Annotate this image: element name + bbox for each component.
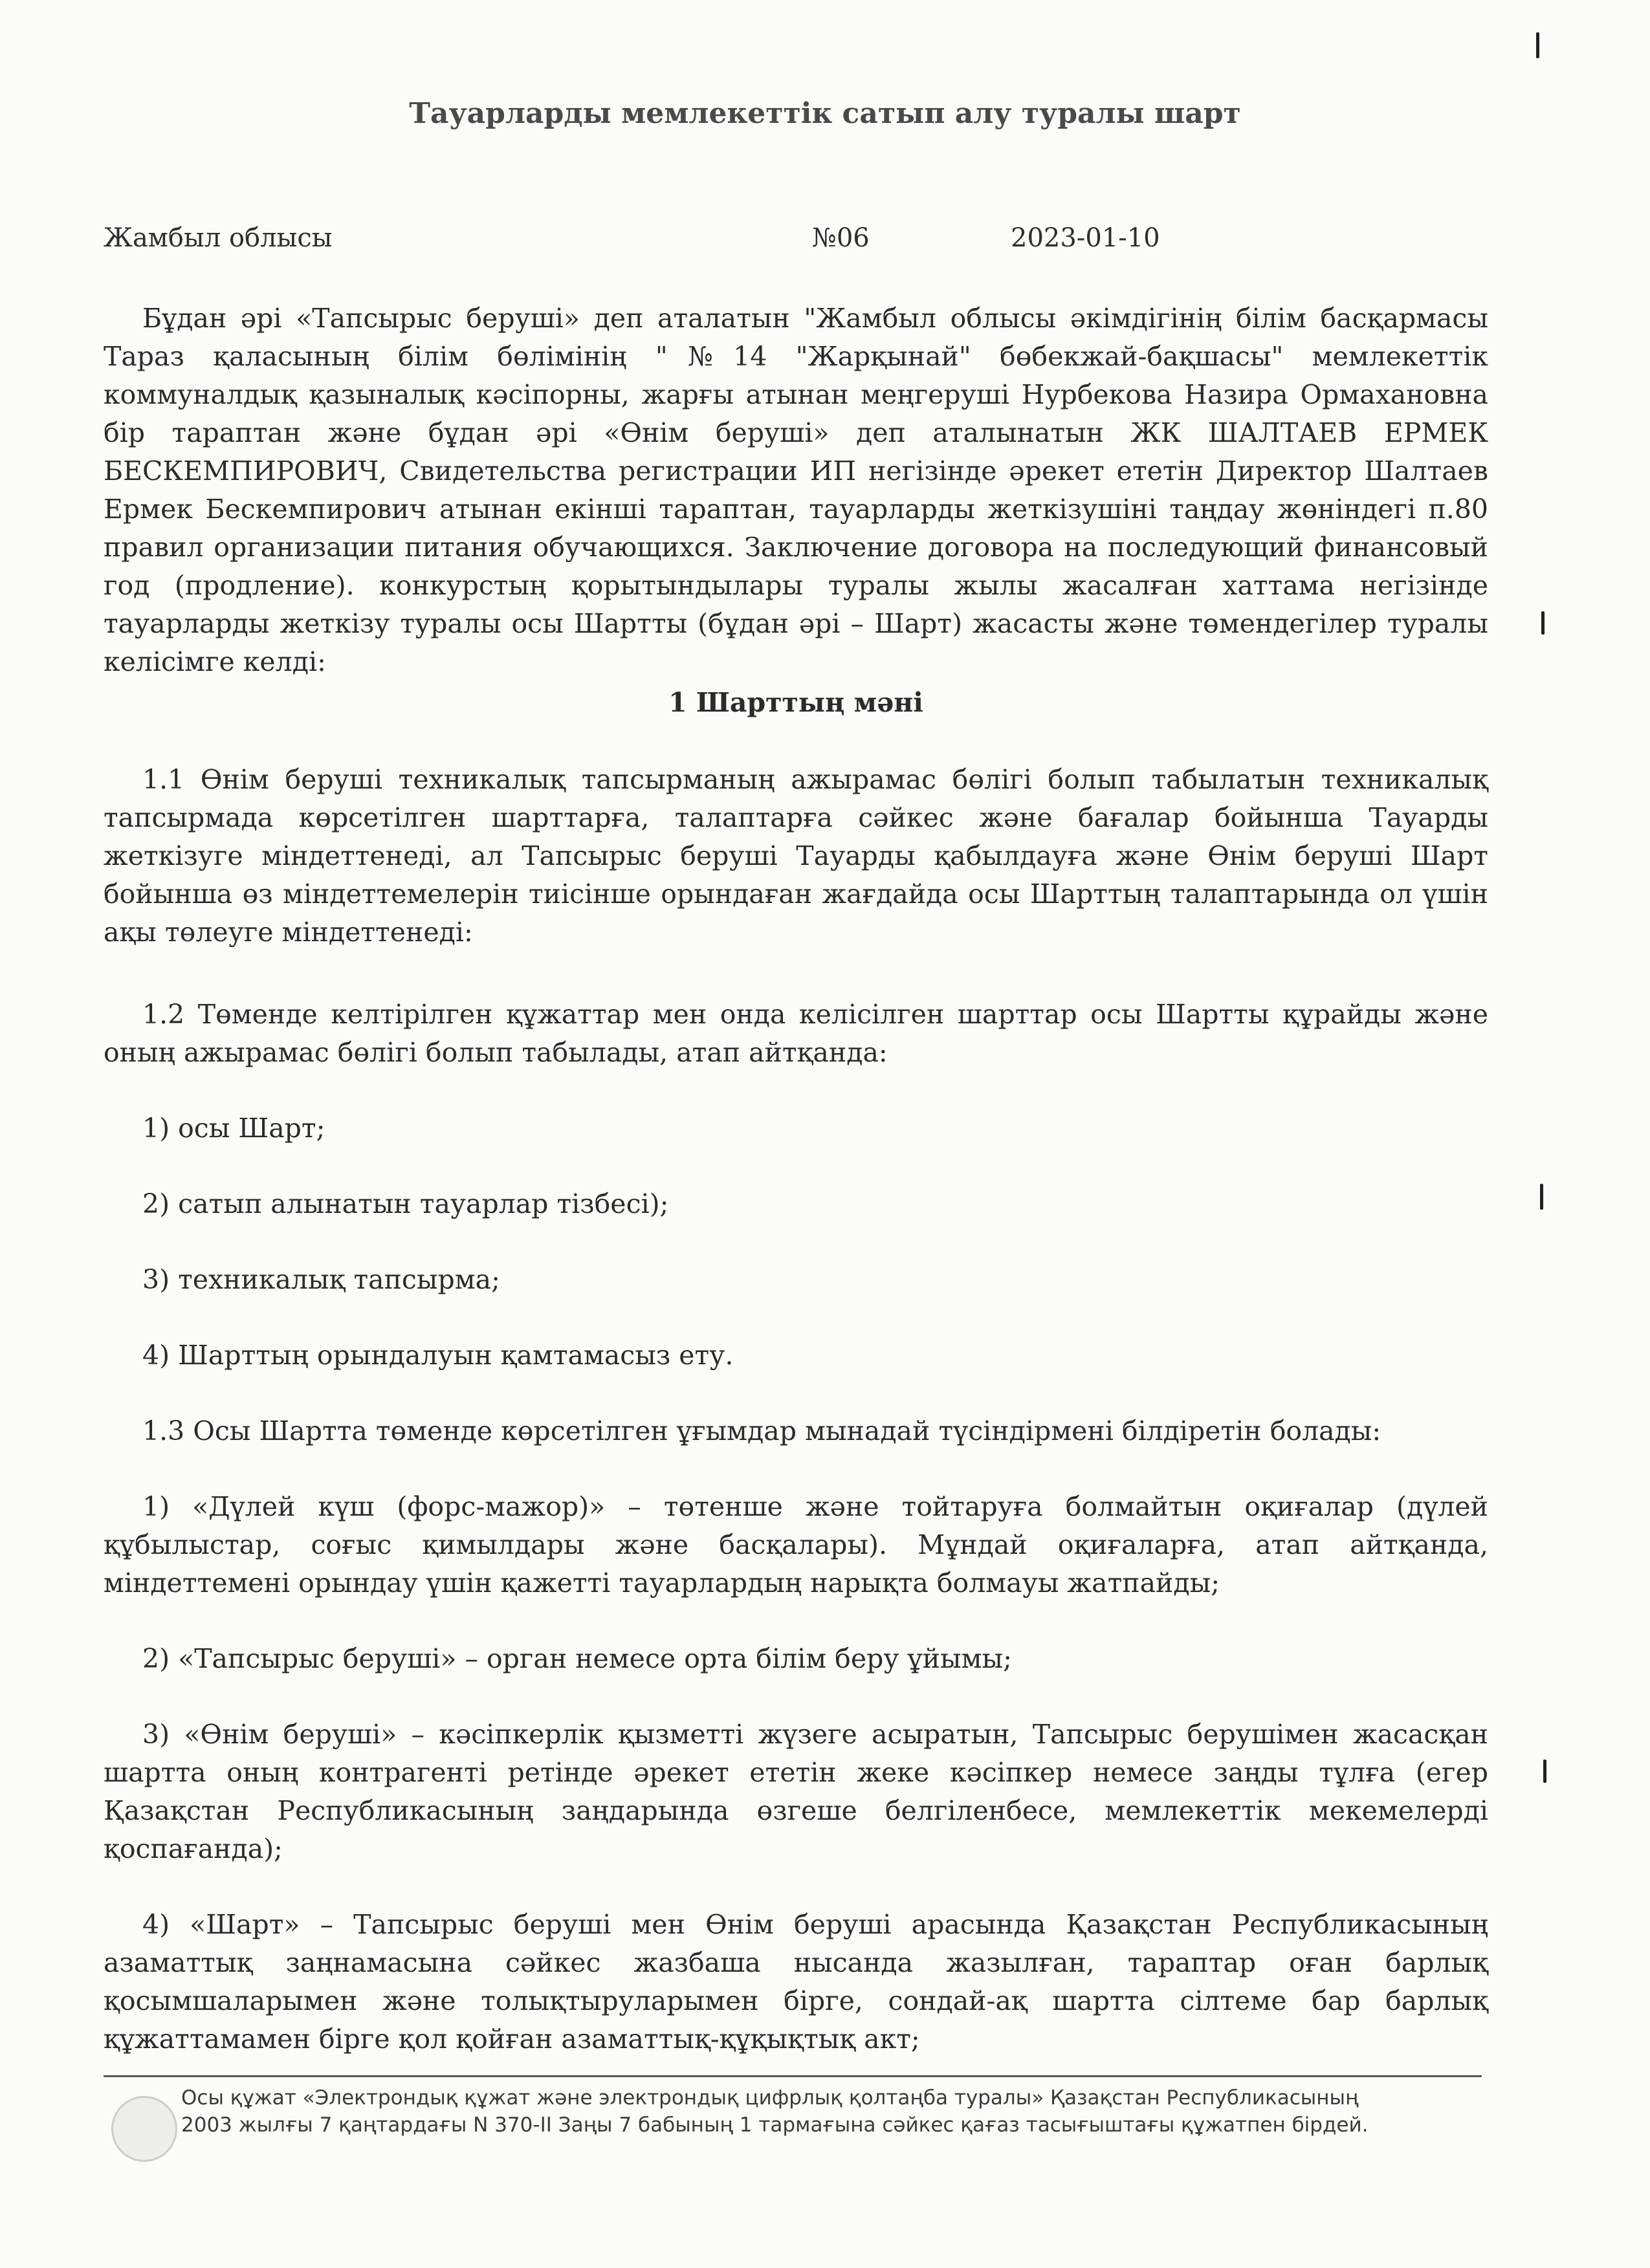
paragraph-1-2: 1.2 Төменде келтірілген құжаттар мен онда келісілген шарттар осы Шартты құрайды және оның ажырамас бөлігі болып табылады, атап айтқанда: — [104, 999, 1488, 1068]
intro-paragraph: Бұдан әрі «Тапсырыс беруші» деп аталатын "Жамбыл облысы әкімдігінің білім басқармасы Тараз қаласының білім бөлімінің "№14 "Жарқынай" бөбекжай-бақшасы" мемлекеттік коммуналдық қазыналық кәсіпорны, жарғы атынан меңгеруші Нурбекова Назира Ормахановна бір тараптан және бұдан әрі «Өнім беруші» деп аталынатын ЖК ШАЛТАЕВ ЕРМЕК БЕСКЕМПИРОВИЧ, Свидетельства регистрации ИП негізінде әрекет ететін Директор Шалтаев Ермек Бескемпирович атынан екінші тараптан, тауарларды жеткізушіні таңдау жөніндегі п.80 правил организации питания обучающихся. Заключение договора на последующий финансовый год (продление). конкурстың қорытындылары туралы жылы жасалған хаттама негізінде тауарларды жеткізу туралы осы Шартты (бұдан әрі – Шарт) жасасты және төмендегілер туралы келісімге келді: — [104, 303, 1488, 677]
definition-force-majeure: 1) «Дүлей күш (форс-мажор)» – төтенше және тойтаруға болмайтын оқиғалар (дүлей құбылыстар, соғыс қимылдары және басқалары). Мұндай оқиғаларға, атап айтқанда, міндеттемені орындау үшін қажетті тауарлардың нарықта болмауы жатпайды; — [104, 1491, 1488, 1598]
definition-contract: 4) «Шарт» – Тапсырыс беруші мен Өнім беруші арасында Қазақстан Республикасының азаматтық заңнамасына сәйкес жазбаша нысанда жазылған, тараптар оған барлық қосымшаларымен және толықтыруларымен бірге, сондай-ақ шартта сілтеме бар барлық құжаттамамен бірге қол қойған азаматтық-құқықтық акт; — [104, 1909, 1488, 2055]
footer-divider — [104, 2075, 1482, 2077]
contract-date: 2023-01-10 — [1011, 223, 1160, 253]
header-region: Жамбыл облысы — [104, 223, 333, 253]
scan-mark — [1536, 32, 1539, 58]
list-item: 2) сатып алынатын тауарлар тізбесі); — [142, 1188, 669, 1219]
paragraph-1-3: 1.3 Осы Шартта төменде көрсетілген ұғымдар мынадай түсіндірмені білдіретін болады: — [142, 1415, 1381, 1446]
documents-list — [104, 1109, 1488, 1375]
footer-note: Осы құжат «Электрондық құжат және электрондық цифрлық қолтаңба туралы» Қазақстан Республикасының 2003 жылғы 7 қаңтардағы N 370-II Заңы 7 бабының 1 тармағына сәйкес қағаз тасығыштағы құжатпен бірдей. — [181, 2086, 1369, 2137]
scan-mark — [1541, 611, 1545, 635]
scan-mark — [1543, 1760, 1546, 1783]
document-body — [104, 300, 1488, 2058]
list-item: 3) техникалық тапсырма; — [142, 1264, 500, 1295]
list-item: 4) Шарттың орындалуын қамтамасыз ету. — [142, 1340, 734, 1371]
seal-icon — [111, 2096, 177, 2162]
document-title: Тауарларды мемлекеттік сатып алу туралы шарт — [409, 97, 1241, 130]
section-heading: 1 Шарттың мәні — [668, 687, 923, 718]
definition-customer: 2) «Тапсырыс беруші» – орган немесе орта білім беру ұйымы; — [142, 1643, 1012, 1674]
list-item: 1) осы Шарт; — [142, 1113, 325, 1144]
paragraph-1-1: 1.1 Өнім беруші техникалық тапсырманың ажырамас бөлігі болып табылатын техникалық тапсырмада көрсетілген шарттарға, талаптарға сәйкес және бағалар бойынша Тауарды жеткізуге міндеттенеді, ал Тапсырыс беруші Тауарды қабылдауға және Өнім беруші Шарт бойынша өз міндеттемелерін тиісінше орындаған жағдайда осы Шарттың талаптарында ол үшін ақы төлеуге міндеттенеді: — [104, 764, 1488, 948]
scan-mark — [1540, 1184, 1543, 1210]
definition-supplier: 3) «Өнім беруші» – кәсіпкерлік қызметті жүзеге асыратын, Тапсырыс берушімен жасасқан шартта оның контрагенті ретінде әрекет ететін жеке кәсіпкер немесе заңды тұлға (егер Қазақстан Республикасының заңдарында өзгеше белгіленбесе, мемлекеттік мекемелерді қоспағанда); — [104, 1719, 1488, 1864]
contract-number: №06 — [812, 223, 870, 253]
